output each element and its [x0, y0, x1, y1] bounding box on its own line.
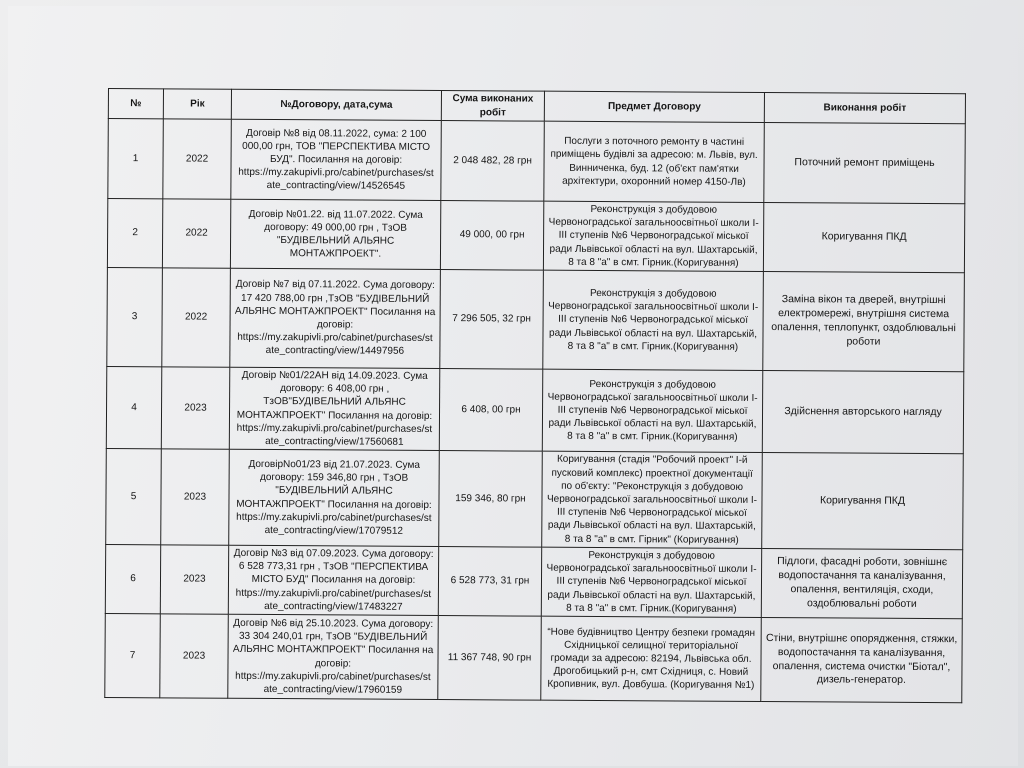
- row-year: 2023: [161, 449, 230, 545]
- row-year: 2023: [160, 545, 228, 614]
- row-works: Поточний ремонт приміщень: [764, 123, 965, 204]
- row-amount: 6 528 773, 31 грн: [438, 547, 541, 617]
- row-amount: 2 048 482, 28 грн: [441, 121, 544, 202]
- row-number: 2: [107, 199, 162, 268]
- row-number: 3: [107, 267, 163, 366]
- row-subject: Послуги з поточного ремонту в частині приміщень будівлі за адресою: м. Львів, вул. Винниченка, буд. 12 (об'єкт пам'ятки архітектури, охоронний номер 4150-Лв): [544, 121, 764, 202]
- row-amount: 11 367 748, 90 грн: [438, 616, 542, 701]
- row-subject: Реконструкція з добудовою Червоноградської загальноосвітньої школи І-ІІІ ступенів №6 Червоноградської міської ради Львівської області на вул. Шахтарській, 8 та 8 "а" в смт. Гірник.(Коригування): [542, 369, 762, 452]
- row-year: 2023: [160, 614, 229, 698]
- row-subject: Коригування (стадія "Робочий проект" І-й пусковий комплекс) проектної документації по об'єкту: "Реконструкція з добудовою Червоноградської загальноосвітньої школи І-ІІІ ступенів №6 Червоноградської міської ради Львівської області на вул. Шахтарській, 8 та 8 "а" в смт. Гірник" (Коригування): [542, 451, 763, 548]
- table-row: [106, 366, 963, 453]
- row-works: Здійснення авторського нагляду: [762, 370, 963, 453]
- row-works: Підлоги, фасадні роботи, зовнішнє водопостачання та каналізування, опалення, вентиляція, сходи, оздоблювальні роботи: [761, 549, 962, 619]
- row-amount: 7 296 505, 32 грн: [440, 269, 544, 369]
- row-subject: Реконструкція з добудовою Червоноградської загальноосвітньої школи І-ІІІ ступенів №6 Червоноградської міської ради Львівської області на вул. Шахтарській, 8 та 8 "а" в смт. Гірник.(Коригування): [543, 270, 764, 370]
- row-year: 2023: [161, 367, 230, 450]
- table-row: [108, 119, 965, 204]
- row-contract: Договір №01/22АН від 14.09.2023. Сума договору: 6 408,00 грн , ТзОВ"БУДІВЕЛЬНИЙ АЛЬЯНС МОНТАЖПРОЕКТ" Посилання на договір: https://my.zakupivli.pro/cabinet/purchases/state_contracting/view/17560681: [229, 367, 439, 450]
- row-subject: Реконструкція з добудовою Червоноградської загальноосвітньої школи І-ІІІ ступенів №6 Червоноградської міської ради Львівської області на вул. Шахтарській, 8 та 8 "а" в смт. Гірник.(Коригування): [541, 547, 761, 617]
- table-row: [107, 199, 964, 273]
- row-works: Коригування ПКД: [762, 453, 964, 550]
- header-works: Виконання робіт: [764, 93, 965, 124]
- row-works: Стіни, внутрішнє опорядження, стяжки, водопостачання та каналізування, опалення, система очистки "Біотал", дизель-генератор.: [761, 618, 963, 703]
- header-amount: Сума виконаних робіт: [441, 91, 544, 122]
- row-contract: Договір №7 від 07.11.2022. Сума договору: 17 420 788,00 грн ,ТзОВ "БУДІВЕЛЬНИЙ АЛЬЯНС МОНТАЖПРОЕКТ" Посилання на договір: https://my.zakupivli.pro/cabinet/purchases/state_contracting/view/14497956: [230, 268, 441, 368]
- row-number: 5: [106, 449, 162, 545]
- row-number: 7: [105, 613, 161, 697]
- contracts-table: [104, 88, 966, 703]
- table-row: [106, 449, 964, 550]
- row-contract: Договір №01.22. від 11.07.2022. Сума договору: 49 000,00 грн , ТзОВ "БУДІВЕЛЬНИЙ АЛЬЯНС МОНТАЖПРОЕКТ".: [230, 199, 440, 269]
- row-works: Коригування ПКД: [763, 203, 964, 273]
- header-contract: №Договору, дата,сума: [231, 89, 441, 120]
- table-row: [105, 545, 962, 619]
- row-number: 4: [106, 366, 162, 448]
- row-contract: ДоговірNо01/23 від 21.07.2023. Сума договору: 159 346,80 грн , ТзОВ "БУДІВЕЛЬНИЙ АЛЬЯНС МОНТАЖПРОЕКТ" Посилання на договір: https://my.zakupivli.pro/cabinet/purchases/state_contracting/view/17079512: [229, 449, 440, 546]
- row-amount: 49 000, 00 грн: [440, 201, 543, 271]
- row-contract: Договір №3 від 07.09.2023. Сума договору: 6 528 773,31 грн , ТзОВ "ПЕРСПЕКТИВА МІСТО БУД" Посилання на договір: https://my.zakupivli.pro/cabinet/purchases/state_contracting/view/17483227: [228, 545, 438, 615]
- header-number: №: [108, 89, 163, 119]
- row-year: 2022: [163, 119, 231, 199]
- table-row: [105, 613, 962, 702]
- header-year: Рік: [163, 89, 231, 119]
- row-subject: Реконструкція з добудовою Червоноградської загальноосвітньої школи І-ІІІ ступенів №6 Червоноградської міської ради Львівської області на вул. Шахтарській, 8 та 8 "а" в смт. Гірник.(Коригування): [543, 201, 763, 271]
- row-contract: Договір №6 від 25.10.2023. Сума договору: 33 304 240,01 грн, ТзОВ "БУДІВЕЛЬНИЙ АЛЬЯНС МОНТАЖПРОЕКТ" Посилання на договір: https://my.zakupivli.pro/cabinet/purchases/state_contracting/view/17960159: [228, 614, 439, 699]
- row-amount: 6 408, 00 грн: [439, 368, 542, 451]
- row-works: Заміна вікон та дверей, внутрішні електромережі, внутрішня система опалення, теплопункт, оздоблювальні роботи: [763, 271, 965, 371]
- row-year: 2022: [162, 199, 230, 268]
- row-subject: “Нове будівництво Центру безпеки громадян Східницької селищної територіальної громади за адресою: 82194, Львівська обл. Дрогобицький р-н, смт Східниця, с. Новий Кропивник, вул. Довбуша. (Коригування №1): [541, 616, 762, 701]
- row-year: 2022: [162, 268, 231, 367]
- row-number: 6: [105, 545, 160, 614]
- table-row: [107, 267, 965, 371]
- row-number: 1: [108, 119, 163, 199]
- header-subject: Предмет Договору: [544, 91, 764, 122]
- row-contract: Договір №8 від 08.11.2022, сума: 2 100 000,00 грн, ТОВ "ПЕРСПЕКТИВА МІСТО БУД". Посилання на договір: https://my.zakupivli.pro/cabinet/purchases/state_contracting/view/14526545: [231, 119, 441, 200]
- row-amount: 159 346, 80 грн: [439, 451, 543, 548]
